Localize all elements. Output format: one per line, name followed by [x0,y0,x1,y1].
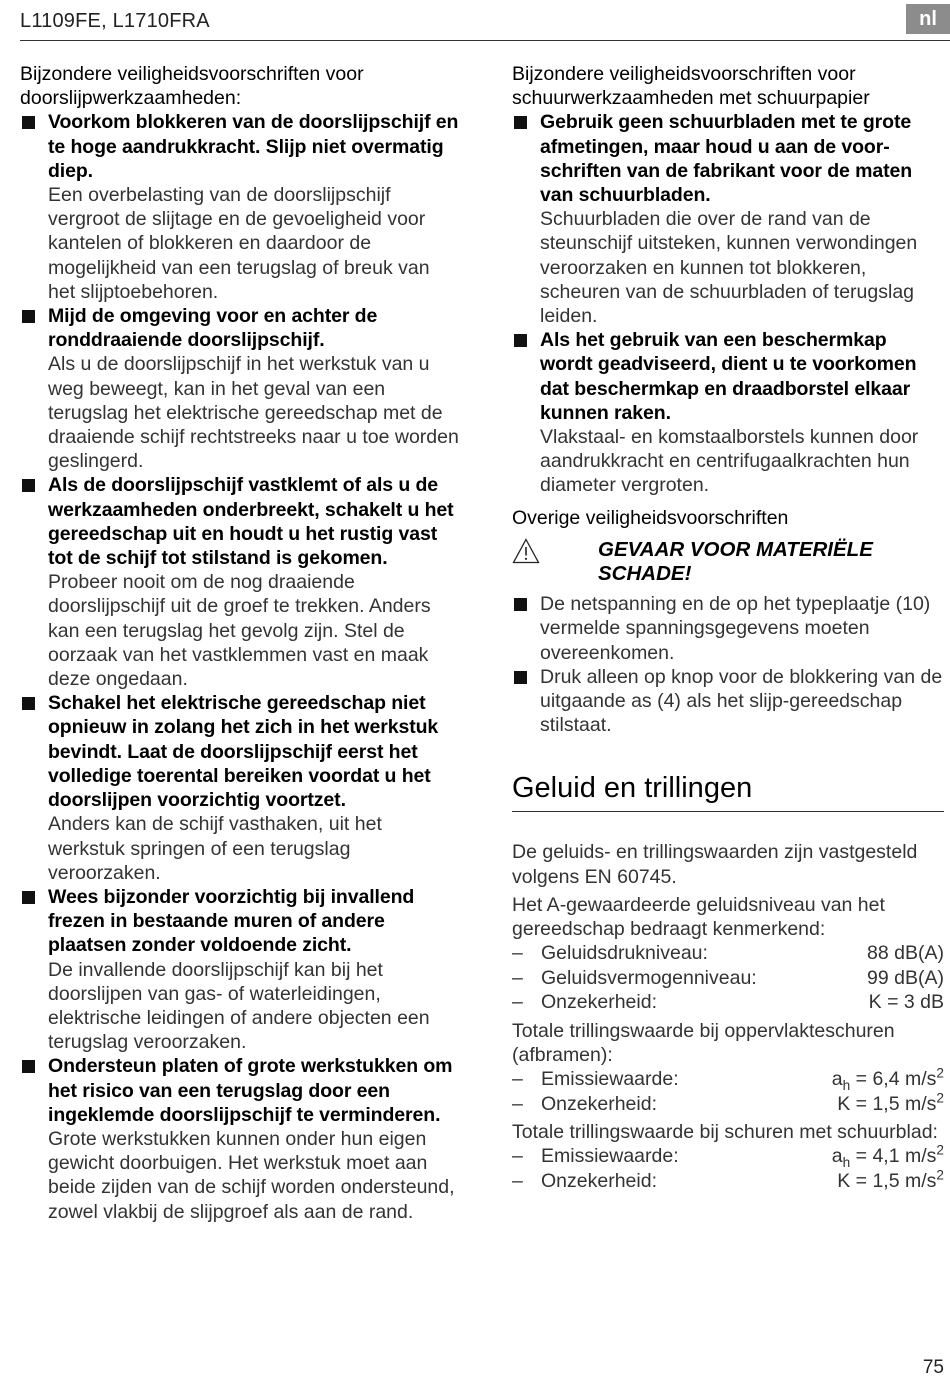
value-superscript: 2 [936,1065,944,1081]
spec-label: Onzekerheid: [541,1092,657,1115]
square-bullet-icon [22,479,35,492]
warning-block [512,538,944,586]
spec-value: 99 dB(A) [867,966,944,989]
value-symbol: a [831,1145,843,1168]
spec-value [837,1092,944,1116]
value-number: = 6,4 m/s [850,1068,937,1091]
spec-row [512,1169,944,1194]
square-bullet-icon [514,334,527,347]
square-bullet-icon [22,310,35,323]
spec-row [512,1067,944,1092]
square-bullet-icon [22,891,35,904]
item-body: Probeer nooit om de nog draaiende doorslijpschijf uit de groef te trekken. Anders kan een terugslag het gevolg zijn. Stel de oorzaak van het vastklemmen vast en maak deze ongedaan. [48,571,431,691]
right-heading-line2: schuurwerkzaamheden met schuurpapier [512,87,870,110]
dash: – [512,1068,523,1091]
spec-value [831,1065,944,1094]
square-bullet-icon [514,598,527,611]
value-superscript: 2 [936,1167,944,1183]
spec-row [512,990,944,1015]
spec-row [512,1092,944,1117]
value-subscript: h [842,1078,851,1094]
dash: – [512,1092,523,1115]
item-body: Een overbelasting van de doorslijpschijf vergroot de slijtage en de gevoeligheid voor kantelen of blokkeren en daardoor de mogelijkheid van een terugslag of breuk van het slijptoebehoren. [48,184,430,303]
item-body: Grote werkstukken kunnen onder hun eigen gewicht doorbuigen. Het werkstuk moet aan beide zijden van de schijf worden ondersteund, zowel vlakbij de slijpgroef als aan de rand. [48,1127,455,1223]
dash: – [512,1169,523,1192]
other-item-text: Druk alleen op knop voor de blokkering van de uitgaande as (4) als het slijp-gereedschap stilstaat. [540,665,943,737]
right-section-heading [512,62,944,110]
warning-line1: GEVAAR VOOR MATERIËLE [598,537,873,561]
left-heading-line2: doorslijpwerkzaamheden: [20,87,242,110]
spec-row [512,941,944,966]
spec-value [831,1142,944,1171]
square-bullet-icon [22,116,35,129]
item-body: Vlakstaal- en komstaalborstels kunnen door aandrukkracht en centrifugaalkrachten hun diameter vergroten. [540,426,919,497]
spec-value: 88 dB(A) [867,942,944,965]
safety-item [20,473,462,691]
spec-label: Onzekerheid: [541,991,657,1014]
item-title: Mijd de omgeving voor en achter de ronddraaiende doorslijpschijf. [48,305,378,352]
item-body: Anders kan de schijf vasthaken, uit het werkstuk springen of een terugslag veroorzaken. [48,813,382,884]
value-superscript: 2 [936,1090,944,1106]
model-number: L1109FE, L1710FRA [20,10,210,32]
warning-line2: SCHADE! [598,562,692,586]
safety-item [512,110,944,328]
vibration-intro: Totale trillingswaarde bij oppervlakteschuren (afbramen): [512,1019,895,1066]
value-number: K = 1,5 m/s [837,1092,937,1115]
page-number: 75 [922,1357,944,1378]
item-body: Als u de doorslijpschijf in het werkstuk van u weg beweegt, kan in het geval van een terugslag het elektrische gereedschap met de draaiende schijf rechtstreeks naar u toe worden geslingerd. [48,353,459,473]
value-symbol: a [831,1068,843,1091]
left-heading-line1: Bijzondere veiligheidsvoorschriften voor [20,63,364,85]
header-divider [20,40,950,41]
square-bullet-icon [22,697,35,710]
spec-value [837,1169,944,1193]
value-subscript: h [842,1155,851,1171]
item-title: Als het gebruik van een beschermkap wordt geadviseerd, dient u te voorkomen dat beschermkap en draadborstel elkaar kunnen raken. [540,329,917,424]
safety-item [512,328,944,497]
spec-row [512,966,944,991]
right-heading-line1: Bijzondere veiligheidsvoorschriften voor [512,63,856,85]
safety-item [20,1054,462,1223]
noise-intro: Het A-gewaardeerde geluidsniveau van het gereedschap bedraagt kenmerkend: [512,893,885,941]
other-item [512,592,944,665]
spec-label: Emissiewaarde: [541,1145,679,1168]
spec-label: Onzekerheid: [541,1169,657,1192]
safety-item [20,110,462,304]
intro-text: De geluids- en trillingswaarden zijn vastgesteld volgens EN 60745. [512,841,918,888]
left-section-heading [20,62,462,110]
square-bullet-icon [514,671,527,684]
dash: – [512,1145,523,1168]
item-title: Schakel het elektrische gereedschap niet opnieuw in zolang het zich in het werkstuk bevindt. Laat de doorslijpschijf eerst het volledige toerental bereiken voordat u het doorslijpen voorzichtig voortzet. [48,692,439,812]
section-title: Geluid en trillingen [512,771,944,812]
warning-triangle-icon [512,538,540,564]
value-number: = 4,1 m/s [850,1145,937,1168]
item-title: Voorkom blokkeren van de doorslijpschijf en te hoge aandrukkracht. Slijp niet overmatig diep. [48,111,459,182]
language-badge: nl [906,4,950,34]
item-title: Ondersteun platen of grote werkstukken om het risico van een terugslag door een ingeklemde doorslijpschijf te verminderen. [48,1055,453,1126]
vibration-intro: Totale trillingswaarde bij schuren met schuurblad: [512,1121,938,1144]
item-body: Schuurbladen die over de rand van de steunschijf uitsteken, kunnen verwondingen veroorzaken en kunnen tot blokkeren, scheuren van de schuurbladen of terugslag leiden. [540,208,918,328]
item-title: Gebruik geen schuurbladen met te grote afmetingen, maar houd u aan de voor-schriften van de fabrikant voor de maten van schuurbladen. [540,111,913,207]
dash: – [512,991,523,1014]
spec-row [512,1144,944,1169]
item-title: Wees bijzonder voorzichtig bij invallend frezen in bestaande muren of andere plaatsen zonder voldoende zicht. [48,885,415,957]
spec-value: K = 3 dB [868,991,944,1014]
other-item-text: De netspanning en de op het typeplaatje (10) vermelde spanningsgegevens moeten overeenkomen. [540,593,931,664]
value-superscript: 2 [936,1142,944,1158]
other-safety-heading: Overige veiligheidsvoorschriften [512,506,789,529]
spec-label: Emissiewaarde: [541,1068,679,1091]
square-bullet-icon [514,116,527,129]
spec-label: Geluidsvermogenniveau: [541,966,757,989]
item-title: Als de doorslijpschijf vastklemt of als u de werkzaamheden onderbreekt, schakelt u het gereedschap uit en houdt u het rustig vast tot de schijf tot stilstand is gekomen. [48,474,454,570]
right-column [512,62,944,1193]
item-body: De invallende doorslijpschijf kan bij het doorslijpen van gas- of waterleidingen, elektrische leidingen of andere objecten een terugslag veroorzaken. [48,958,430,1054]
dash: – [512,966,523,989]
value-number: K = 1,5 m/s [837,1169,937,1192]
other-item [512,665,944,738]
safety-item [20,691,462,885]
dash: – [512,942,523,965]
safety-item [20,885,462,1054]
safety-item [20,304,462,473]
left-column [20,62,462,1224]
spec-label: Geluidsdrukniveau: [541,942,708,965]
square-bullet-icon [22,1060,35,1073]
